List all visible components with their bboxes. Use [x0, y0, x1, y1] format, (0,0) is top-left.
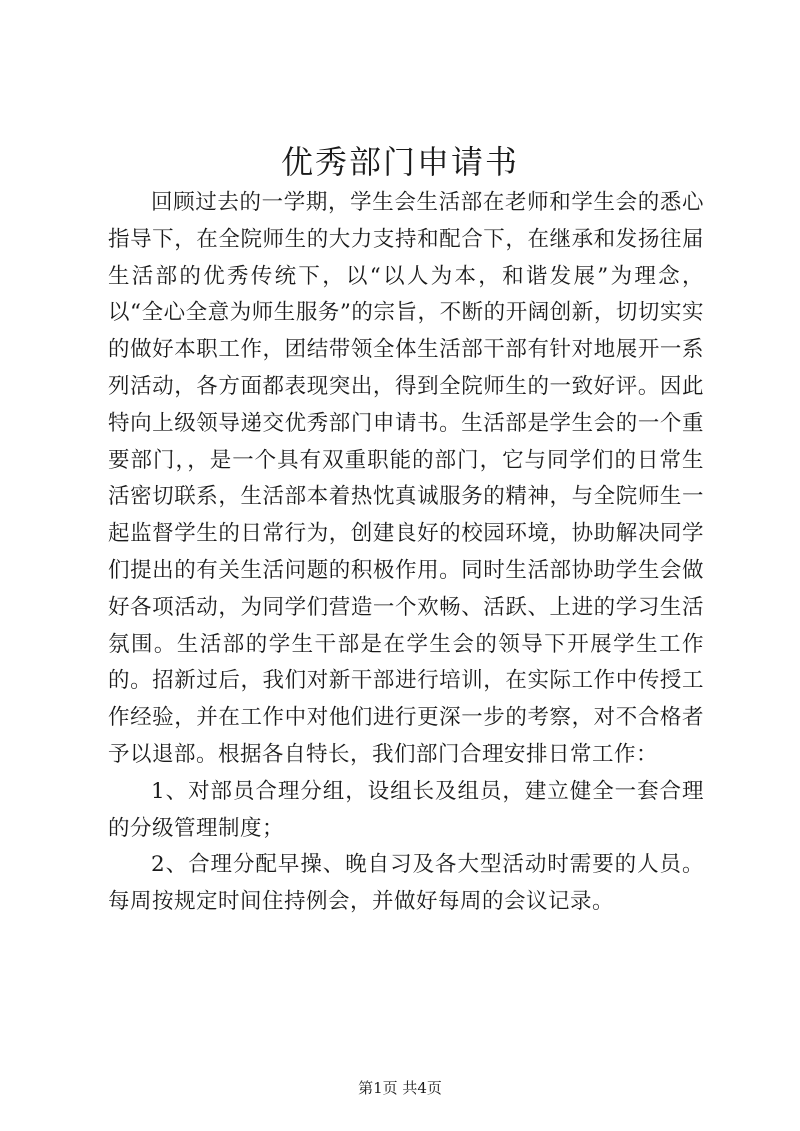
paragraph-item-2: 2、合理分配早操、晚自习及各大型活动时需要的人员。每周按规定时间住持例会，并做好每周的会议记录。 — [108, 852, 704, 915]
document-body — [108, 185, 704, 921]
paragraph-intro: 回顾过去的一学期，学生会生活部在老师和学生会的悉心指导下，在全院师生的大力支持和配合下，在继承和发扬往届生活部的优秀传统下，以“以人为本，和谐发展”为理念，以“全心全意为师生服务”的宗旨，不断的开阔创新，切切实实的做好本职工作，团结带领全体生活部干部有针对地展开一系列活动，各方面都表现突出，得到全院师生的一致好评。因此特向上级领导递交优秀部门申请书。生活部是学生会的一个重要部门，，是一个具有双重职能的部门，它与同学们的日常生活密切联系，生活部本着热忱真诚服务的精神，与全院师生一起监督学生的日常行为，创建良好的校园环境，协助解决同学们提出的有关生活问题的积极作用。同时生活部协助学生会做好各项活动，为同学们营造一个欢畅、活跃、上进的学习生活氛围。生活部的学生干部是在学生会的领导下开展学生工作的。招新过后，我们对新干部进行培训，在实际工作中传授工作经验，并在工作中对他们进行更深一步的考察，对不合格者予以退部。根据各自特长，我们部门合理安排日常工作： — [108, 190, 704, 767]
page-number-footer: 第1页 共4页 — [358, 1079, 442, 1097]
paragraph-item-1: 1、对部员合理分组，设组长及组员，建立健全一套合理的分级管理制度； — [108, 778, 704, 841]
document-title: 优秀部门申请书 — [280, 143, 519, 181]
